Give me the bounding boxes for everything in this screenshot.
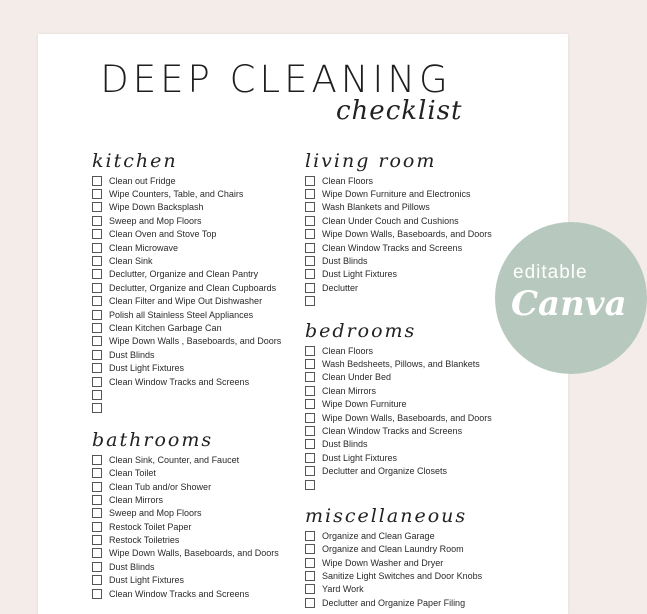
checkbox[interactable] bbox=[92, 310, 102, 320]
checkbox[interactable] bbox=[305, 386, 315, 396]
checkbox[interactable] bbox=[305, 256, 315, 266]
checklist-item bbox=[92, 453, 281, 466]
checkbox[interactable] bbox=[92, 229, 102, 239]
checklist-item-label: Wipe Down Washer and Dryer bbox=[322, 557, 444, 568]
checkbox[interactable] bbox=[305, 202, 315, 212]
checkbox[interactable] bbox=[305, 480, 315, 490]
living-room-section bbox=[305, 150, 492, 308]
checklist-item-label: Sanitize Light Switches and Door Knobs bbox=[322, 571, 483, 582]
checklist-item-label: Sweep and Mop Floors bbox=[109, 508, 202, 519]
checklist-item-label: Clean Mirrors bbox=[109, 494, 164, 505]
checklist-item bbox=[305, 214, 492, 227]
checklist-item-label: Wipe Down Walls , Baseboards, and Doors bbox=[109, 336, 282, 347]
checklist-item-label: Restock Toilet Paper bbox=[109, 521, 192, 532]
checklist-item bbox=[92, 254, 281, 267]
bathrooms-section bbox=[92, 429, 281, 600]
checklist-item bbox=[92, 547, 281, 560]
bedrooms-section bbox=[305, 320, 492, 491]
checkbox[interactable] bbox=[305, 466, 315, 476]
checklist-item bbox=[92, 201, 281, 214]
miscellaneous-section bbox=[305, 505, 492, 609]
checklist-item bbox=[92, 507, 281, 520]
checklist-item bbox=[305, 371, 492, 384]
checkbox[interactable] bbox=[92, 256, 102, 266]
checklist-item bbox=[92, 466, 281, 479]
checkbox[interactable] bbox=[92, 323, 102, 333]
checkbox[interactable] bbox=[92, 377, 102, 387]
miscellaneous-list bbox=[305, 529, 492, 609]
checklist-item-label: Dust Blinds bbox=[109, 349, 155, 360]
checkbox[interactable] bbox=[92, 189, 102, 199]
checklist-item bbox=[92, 493, 281, 506]
checklist-item bbox=[92, 228, 281, 241]
checklist-item bbox=[92, 560, 281, 573]
checkbox[interactable] bbox=[92, 243, 102, 253]
checklist-item-label: Wipe Down Backsplash bbox=[109, 202, 204, 213]
checkbox[interactable] bbox=[305, 229, 315, 239]
checkbox[interactable] bbox=[305, 296, 315, 306]
checklist-item bbox=[305, 569, 492, 582]
checklist-item-label: Clean Floors bbox=[322, 345, 374, 356]
checklist-item bbox=[305, 357, 492, 370]
checklist-item bbox=[92, 214, 281, 227]
checklist-item bbox=[305, 254, 492, 267]
checkbox[interactable] bbox=[92, 363, 102, 373]
checklist-item-label: Clean Toilet bbox=[109, 468, 156, 479]
checkbox[interactable] bbox=[92, 548, 102, 558]
checklist-item bbox=[305, 438, 492, 451]
checklist-item-label: Wipe Down Walls, Baseboards, and Doors bbox=[322, 412, 492, 423]
checklist-item bbox=[92, 174, 281, 187]
checklist-item-label: Declutter and Organize Closets bbox=[322, 466, 448, 477]
checklist-item-label: Dust Light Fixtures bbox=[322, 269, 398, 280]
checkbox[interactable] bbox=[305, 413, 315, 423]
checkbox[interactable] bbox=[92, 468, 102, 478]
checkbox[interactable] bbox=[305, 189, 315, 199]
checkbox[interactable] bbox=[92, 522, 102, 532]
checkbox[interactable] bbox=[92, 535, 102, 545]
checklist-item bbox=[305, 556, 492, 569]
badge-line1: editable bbox=[513, 262, 588, 283]
editable-canva-badge bbox=[495, 222, 647, 374]
checklist-item bbox=[305, 451, 492, 464]
checklist-item bbox=[92, 520, 281, 533]
checklist-item bbox=[92, 268, 281, 281]
checkbox[interactable] bbox=[305, 359, 315, 369]
checklist-item bbox=[92, 241, 281, 254]
checkbox[interactable] bbox=[305, 544, 315, 554]
checkbox[interactable] bbox=[92, 495, 102, 505]
checklist-item-label: Declutter and Organize Paper Filing bbox=[322, 597, 466, 608]
checklist-item-label: Dust Blinds bbox=[109, 561, 155, 572]
checklist-item bbox=[92, 361, 281, 374]
checklist-item bbox=[92, 295, 281, 308]
checklist-item bbox=[305, 201, 492, 214]
checklist-item bbox=[92, 388, 281, 401]
kitchen-section bbox=[92, 150, 281, 415]
checklist-item bbox=[305, 596, 492, 609]
checklist-item bbox=[305, 397, 492, 410]
checklist-item-label: Wash Bedsheets, Pillows, and Blankets bbox=[322, 358, 480, 369]
checkbox[interactable] bbox=[92, 390, 102, 400]
checkbox[interactable] bbox=[305, 243, 315, 253]
checklist-item bbox=[305, 281, 492, 294]
checkbox[interactable] bbox=[92, 350, 102, 360]
checklist-item-label: Clean Oven and Stove Top bbox=[109, 229, 217, 240]
checkbox[interactable] bbox=[305, 558, 315, 568]
bathrooms-title: bathrooms bbox=[92, 429, 214, 452]
checklist-item-label: Polish all Stainless Steel Appliances bbox=[109, 309, 254, 320]
checklist-item-label: Organize and Clean Laundry Room bbox=[322, 544, 464, 555]
checklist-item-label: Dust Light Fixtures bbox=[109, 363, 185, 374]
checklist-item-label: Clean Sink bbox=[109, 256, 153, 267]
checkbox[interactable] bbox=[305, 269, 315, 279]
page-subtitle: checklist bbox=[336, 96, 463, 126]
checkbox[interactable] bbox=[305, 176, 315, 186]
badge-line2: Canva bbox=[511, 284, 627, 324]
miscellaneous-title: miscellaneous bbox=[305, 505, 468, 528]
checkbox[interactable] bbox=[305, 439, 315, 449]
checklist-item bbox=[305, 295, 492, 308]
checklist-item bbox=[92, 480, 281, 493]
checkbox[interactable] bbox=[305, 346, 315, 356]
checkbox[interactable] bbox=[305, 531, 315, 541]
checklist-item-label: Clean Microwave bbox=[109, 242, 179, 253]
checkbox[interactable] bbox=[305, 571, 315, 581]
checkbox[interactable] bbox=[92, 296, 102, 306]
checklist-item-label: Declutter, Organize and Clean Pantry bbox=[109, 269, 259, 280]
checklist-item bbox=[305, 384, 492, 397]
checklist-item-label: Clean Window Tracks and Screens bbox=[322, 425, 463, 436]
checklist-item-label: Wipe Down Furniture and Electronics bbox=[322, 189, 471, 200]
page-title: DEEP CLEANING bbox=[100, 58, 452, 101]
checkbox[interactable] bbox=[305, 426, 315, 436]
checkbox[interactable] bbox=[92, 403, 102, 413]
kitchen-list bbox=[92, 174, 281, 415]
checklist-item-label: Wipe Down Furniture bbox=[322, 399, 407, 410]
checklist-item-label: Dust Light Fixtures bbox=[109, 575, 185, 586]
checklist-item-label: Yard Work bbox=[322, 584, 364, 595]
living-room-list bbox=[305, 174, 492, 308]
checklist-item bbox=[92, 321, 281, 334]
checklist-item-label: Wipe Counters, Table, and Chairs bbox=[109, 189, 244, 200]
checkbox[interactable] bbox=[92, 283, 102, 293]
checklist-item bbox=[305, 241, 492, 254]
checklist-item-label: Clean Kitchen Garbage Can bbox=[109, 322, 222, 333]
checkbox[interactable] bbox=[305, 372, 315, 382]
checklist-item bbox=[92, 348, 281, 361]
checklist-item-label: Organize and Clean Garage bbox=[322, 530, 435, 541]
checkbox[interactable] bbox=[305, 598, 315, 608]
checkbox[interactable] bbox=[92, 589, 102, 599]
checklist-item bbox=[92, 281, 281, 294]
bathrooms-list bbox=[92, 453, 281, 600]
checklist-item-label: Clean Filter and Wipe Out Dishwasher bbox=[109, 296, 263, 307]
checklist-item bbox=[305, 543, 492, 556]
checkbox[interactable] bbox=[92, 455, 102, 465]
checkbox[interactable] bbox=[305, 216, 315, 226]
checklist-item bbox=[305, 228, 492, 241]
checklist-item-label: Clean Under Couch and Cushions bbox=[322, 215, 459, 226]
checklist-item-label: Clean Window Tracks and Screens bbox=[322, 242, 463, 253]
checklist-item-label: Sweep and Mop Floors bbox=[109, 215, 202, 226]
checkbox[interactable] bbox=[92, 202, 102, 212]
checklist-item bbox=[92, 587, 281, 600]
checkbox[interactable] bbox=[92, 216, 102, 226]
living-room-title: living room bbox=[305, 150, 437, 172]
checklist-item bbox=[305, 174, 492, 187]
checkbox[interactable] bbox=[92, 176, 102, 186]
checkbox[interactable] bbox=[92, 508, 102, 518]
checklist-item-label: Clean Window Tracks and Screens bbox=[109, 376, 250, 387]
checklist-item-label: Clean Under Bed bbox=[322, 372, 392, 383]
checklist-item bbox=[92, 574, 281, 587]
checklist-item-label: Clean Tub and/or Shower bbox=[109, 481, 212, 492]
checkbox[interactable] bbox=[92, 269, 102, 279]
checkbox[interactable] bbox=[305, 283, 315, 293]
checklist-item-label: Wipe Down Walls, Baseboards, and Doors bbox=[109, 548, 279, 559]
checklist-item-label: Dust Light Fixtures bbox=[322, 452, 398, 463]
checklist-item bbox=[92, 308, 281, 321]
checkbox[interactable] bbox=[305, 453, 315, 463]
checklist-item-label: Clean out Fridge bbox=[109, 175, 176, 186]
checklist-item-label: Clean Mirrors bbox=[322, 385, 377, 396]
checkbox[interactable] bbox=[92, 562, 102, 572]
checklist-item bbox=[305, 411, 492, 424]
checklist-item-label: Restock Toiletries bbox=[109, 535, 180, 546]
checklist-item bbox=[92, 375, 281, 388]
checklist-item bbox=[305, 478, 492, 491]
checklist-item-label: Declutter bbox=[322, 282, 359, 293]
bedrooms-title: bedrooms bbox=[305, 319, 417, 342]
checklist-item bbox=[92, 533, 281, 546]
checklist-item-label: Declutter, Organize and Clean Cupboards bbox=[109, 282, 277, 293]
checkbox[interactable] bbox=[305, 399, 315, 409]
checklist-item bbox=[305, 344, 492, 357]
left-column bbox=[92, 150, 281, 600]
checklist-item-label: Clean Window Tracks and Screens bbox=[109, 588, 250, 599]
checkbox[interactable] bbox=[92, 336, 102, 346]
checklist-item bbox=[305, 187, 492, 200]
checklist-item bbox=[305, 424, 492, 437]
checklist-item bbox=[305, 268, 492, 281]
checklist-item-label: Wipe Down Walls, Baseboards, and Doors bbox=[322, 229, 492, 240]
checkbox[interactable] bbox=[305, 584, 315, 594]
checklist-item-label: Clean Sink, Counter, and Faucet bbox=[109, 454, 240, 465]
bedrooms-list bbox=[305, 344, 492, 491]
kitchen-title: kitchen bbox=[92, 150, 178, 172]
checklist-item-label: Dust Blinds bbox=[322, 256, 368, 267]
checklist-item bbox=[92, 187, 281, 200]
checklist-item bbox=[305, 583, 492, 596]
checklist-item-label: Dust Blinds bbox=[322, 439, 368, 450]
checklist-item bbox=[305, 464, 492, 477]
checklist-item-label: Wash Blankets and Pillows bbox=[322, 202, 430, 213]
checklist-item bbox=[92, 402, 281, 415]
checklist-item bbox=[305, 529, 492, 542]
checklist-item-label: Clean Floors bbox=[322, 175, 374, 186]
checkbox[interactable] bbox=[92, 575, 102, 585]
checkbox[interactable] bbox=[92, 482, 102, 492]
checklist-item bbox=[92, 335, 281, 348]
right-column bbox=[305, 150, 492, 610]
